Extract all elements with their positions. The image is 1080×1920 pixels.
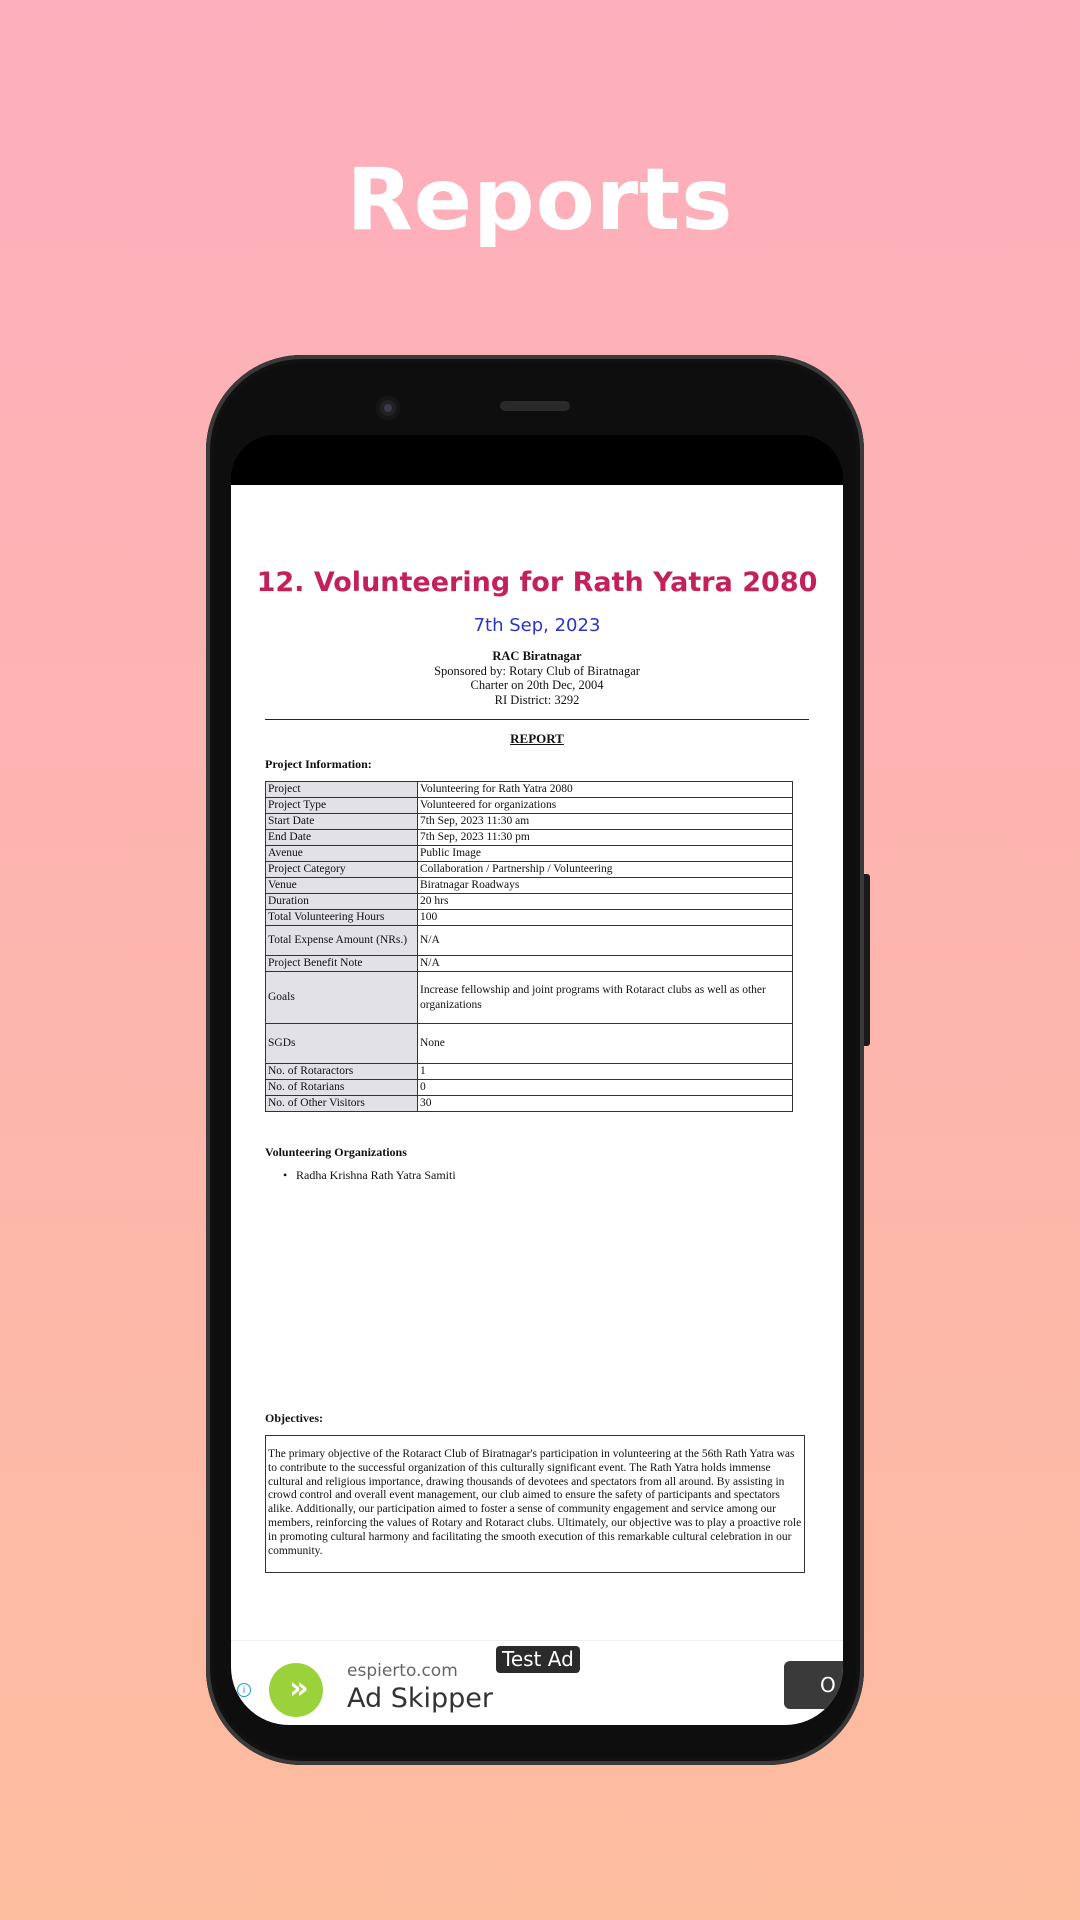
table-cell-value: 7th Sep, 2023 11:30 pm	[418, 830, 793, 846]
table-cell-label: No. of Other Visitors	[266, 1096, 418, 1112]
table-cell-label: Project Type	[266, 798, 418, 814]
phone-side-button	[864, 874, 870, 1046]
table-row	[266, 956, 793, 972]
ad-logo-icon[interactable]	[269, 1663, 323, 1717]
org-charter: Charter on 20th Dec, 2004	[470, 678, 604, 692]
table-cell-value: Biratnagar Roadways	[418, 878, 793, 894]
table-row	[266, 846, 793, 862]
table-cell-value: Collaboration / Partnership / Volunteering	[418, 862, 793, 878]
table-cell-value: Public Image	[418, 846, 793, 862]
test-ad-badge: Test Ad	[496, 1646, 580, 1673]
table-cell-value: Volunteered for organizations	[418, 798, 793, 814]
table-cell-label: End Date	[266, 830, 418, 846]
table-row	[266, 1080, 793, 1096]
table-cell-label: Venue	[266, 878, 418, 894]
status-bar	[231, 435, 843, 485]
table-cell-value: 7th Sep, 2023 11:30 am	[418, 814, 793, 830]
table-cell-label: Total Expense Amount (NRs.)	[266, 926, 418, 956]
hero-title: Reports	[346, 150, 734, 250]
table-cell-label: Project	[266, 782, 418, 798]
ad-logo-glyph: »	[289, 1671, 303, 1706]
table-row	[266, 782, 793, 798]
org-name: RAC Biratnagar	[492, 649, 582, 663]
table-row	[266, 1096, 793, 1112]
table-row	[266, 972, 793, 1024]
project-info-table	[265, 781, 793, 1112]
table-row	[266, 830, 793, 846]
ad-domain: espierto.com	[347, 1661, 458, 1681]
ad-name[interactable]: Ad Skipper	[347, 1683, 493, 1714]
objectives-text: The primary objective of the Rotaract Club of Biratnagar's participation in volunteering at the 56th Rath Yatra was to contribute to the successful organization of this culturally significant event. The Rath Yatra holds immense cultural and religious importance, drawing thousands of devotees and spectators from all around. By assisting in crowd control and overall event management, our club aimed to ensure the safety of participants and spectators alike. Additionally, our participation aimed to foster a sense of community engagement and service among our members, reinforcing the values of Rotary and Rotaract clubs. Ultimately, our objective was to play a proactive role in promoting cultural harmony and facilitating the smooth execution of this remarkable cultural celebration in our community.	[265, 1435, 805, 1573]
table-cell-value: 20 hrs	[418, 894, 793, 910]
table-cell-value: 0	[418, 1080, 793, 1096]
ad-cta-button[interactable]: O	[784, 1661, 843, 1709]
table-row	[266, 862, 793, 878]
table-cell-value: 30	[418, 1096, 793, 1112]
table-row	[266, 798, 793, 814]
table-cell-label: Avenue	[266, 846, 418, 862]
report-title: 12. Volunteering for Rath Yatra 2080	[256, 567, 818, 598]
table-cell-value: None	[418, 1024, 793, 1064]
table-cell-value: 100	[418, 910, 793, 926]
report-document[interactable]	[231, 485, 843, 1640]
table-cell-label: Goals	[266, 972, 418, 1024]
org-sponsor: Sponsored by: Rotary Club of Biratnagar	[434, 663, 640, 678]
table-row	[266, 910, 793, 926]
table-row	[266, 894, 793, 910]
table-row	[266, 878, 793, 894]
volunteering-orgs-list	[296, 1168, 456, 1183]
objectives-heading: Objectives:	[265, 1411, 323, 1425]
volunteering-orgs-heading: Volunteering Organizations	[265, 1145, 407, 1159]
divider	[265, 719, 809, 720]
table-row	[266, 814, 793, 830]
phone-screen	[231, 435, 843, 1725]
org-header	[231, 649, 843, 707]
ad-banner[interactable]	[231, 1640, 843, 1725]
table-cell-value: N/A	[418, 956, 793, 972]
table-cell-value: 1	[418, 1064, 793, 1080]
table-cell-value: Volunteering for Rath Yatra 2080	[418, 782, 793, 798]
table-row	[266, 1064, 793, 1080]
table-cell-label: Start Date	[266, 814, 418, 830]
table-cell-value: N/A	[418, 926, 793, 956]
report-date: 7th Sep, 2023	[473, 615, 601, 636]
table-cell-label: No. of Rotarians	[266, 1080, 418, 1096]
table-cell-label: Project Benefit Note	[266, 956, 418, 972]
project-info-heading: Project Information:	[265, 757, 372, 771]
front-camera	[376, 396, 400, 420]
table-row	[266, 926, 793, 956]
report-heading: REPORT	[510, 731, 564, 746]
table-cell-value: Increase fellowship and joint programs with Rotaract clubs as well as other organizations	[418, 972, 793, 1024]
table-row	[266, 1024, 793, 1064]
org-district: RI District: 3292	[494, 692, 580, 707]
table-cell-label: Total Volunteering Hours	[266, 910, 418, 926]
list-item: • Radha Krishna Rath Yatra Samiti	[296, 1168, 456, 1183]
table-cell-label: No. of Rotaractors	[266, 1064, 418, 1080]
table-cell-label: Project Category	[266, 862, 418, 878]
table-cell-label: Duration	[266, 894, 418, 910]
earpiece-speaker	[500, 401, 570, 411]
table-cell-label: SGDs	[266, 1024, 418, 1064]
ad-info-icon[interactable]: i	[237, 1683, 251, 1697]
